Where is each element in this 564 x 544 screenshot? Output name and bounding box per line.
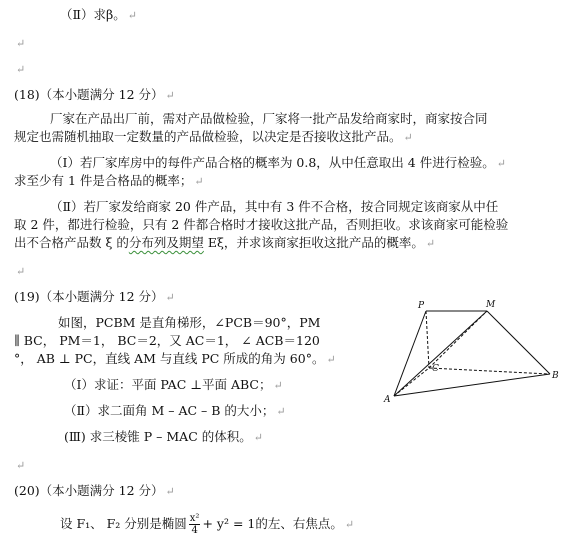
- q19-part-iii: (Ⅲ) 求三棱锥 P – MAC 的体积。 ↵: [64, 429, 263, 444]
- label-b: B: [552, 371, 559, 381]
- trapezoid-pyramid-figure: [372, 296, 562, 412]
- paragraph-mark: ↵: [127, 9, 137, 22]
- edge-pc-hidden: [426, 311, 429, 368]
- q18-heading: (18)（本小题满分 12 分） ↵: [14, 87, 175, 102]
- edge-mb: [487, 311, 550, 374]
- empty-line: ↵: [16, 265, 26, 278]
- part-ii-beta-line: （Ⅱ）求β。 ↵: [60, 7, 137, 22]
- label-m: M: [486, 300, 496, 310]
- q20-text-line: 设 F₁、 F₂ 分别是椭圆 $\frac{\text{x²}}{4}$ + y² = 1的左、右焦点。 ↵: [60, 513, 355, 536]
- q19-text-line: °， AB ⊥ PC，直线 AM 与直线 PC 所成的角为 60°。 ↵: [14, 351, 336, 366]
- empty-line: ↵: [16, 63, 26, 76]
- spellcheck-underline: 分布列及期望: [128, 235, 204, 250]
- label-a: A: [384, 395, 391, 405]
- q19-text-line: ∥ BC， PM＝1， BC＝2，又 AC＝1， ∠ ACB＝120: [14, 333, 320, 348]
- q18-part-ii-line: 取 2 件，都进行检验，只有 2 件都合格时才接收这批产品，否则拒收。求该商家可能检验: [14, 217, 509, 232]
- edge-am: [394, 311, 487, 396]
- q18-paragraph-line: 厂家在产品出厂前，需对产品做检验，厂家将一批产品发给商家时，商家按合同: [50, 111, 488, 126]
- empty-line: ↵: [16, 37, 26, 50]
- q18-part-ii-line: 出不合格产品数 ξ 的分布列及期望 Eξ，并求该商家拒收这批产品的概率。 ↵: [14, 235, 436, 250]
- q18-part-i-line: 求至少有 1 件是合格品的概率； ↵: [14, 173, 204, 188]
- q19-part-i: （Ⅰ）求证：平面 PAC ⊥平面 ABC； ↵: [64, 377, 283, 392]
- q19-text-line: 如图，PCBM 是直角梯形，∠PCB＝90°，PM: [58, 315, 321, 330]
- edge-ab: [394, 374, 550, 396]
- q19-part-ii: （Ⅱ）求二面角 M – AC – B 的大小； ↵: [64, 403, 286, 418]
- q18-part-i-line: （Ⅰ）若厂家库房中的每件产品合格的概率为 0.8，从中任意取出 4 件进行检验。 ↵: [50, 155, 506, 170]
- label-c: C: [432, 364, 439, 374]
- empty-line: ↵: [16, 459, 26, 472]
- edge-cb-hidden: [429, 368, 550, 374]
- q18-paragraph-line: 规定也需随机抽取一定数量的产品做检验，以决定是否接收这批产品。 ↵: [14, 129, 413, 144]
- label-p: P: [418, 301, 425, 311]
- q20-heading: (20)（本小题满分 12 分） ↵: [14, 483, 175, 498]
- q18-part-ii-line: （Ⅱ）若厂家发给商家 20 件产品，其中有 3 件不合格，按合同规定该商家从中任: [50, 199, 499, 214]
- q19-heading: (19)（本小题满分 12 分） ↵: [14, 289, 175, 304]
- fraction-x2-over-4: $\frac{\text{x²}}{4}$: [189, 513, 200, 536]
